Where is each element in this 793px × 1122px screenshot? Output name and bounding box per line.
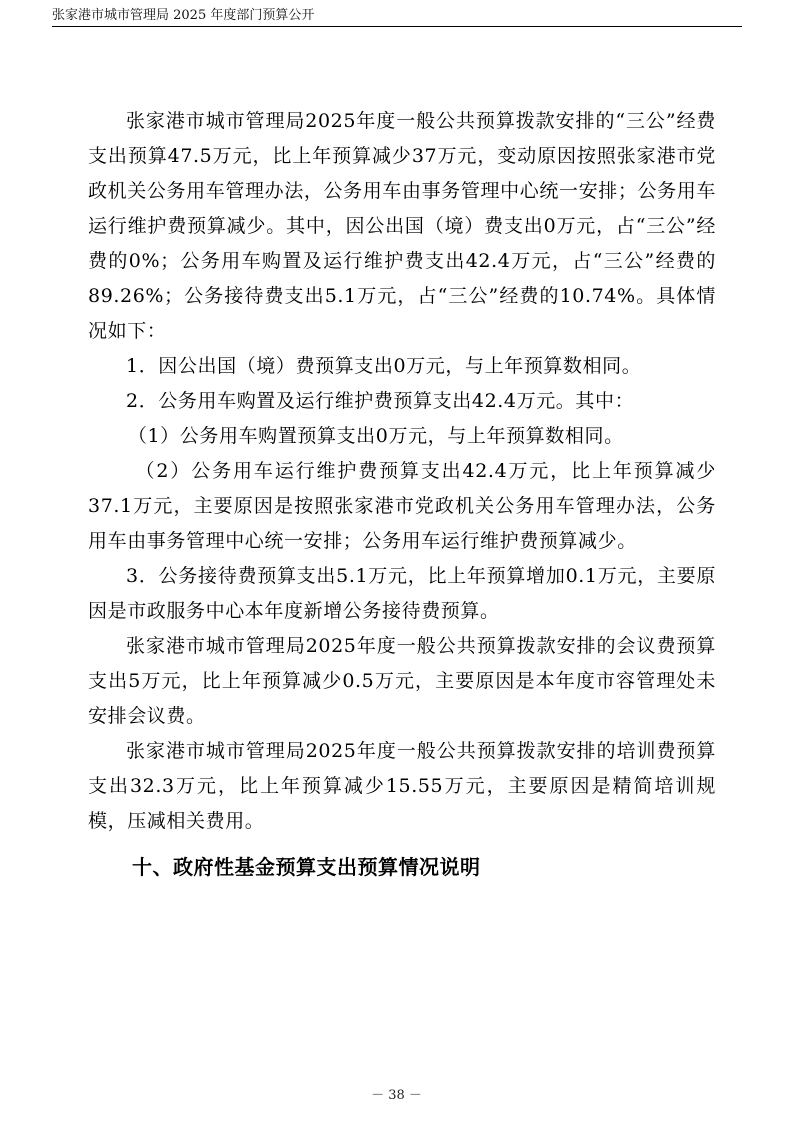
header-title: 张家港市城市管理局 2025 年度部门预算公开 [52, 8, 315, 23]
paragraph-three-public-funds: 张家港市城市管理局2025年度一般公共预算拨款安排的“三公”经费支出预算47.5万元，比上年预算减少37万元，变动原因按照张家港市党政机关公务用车管理办法，公务用车由事务管理中心统一安排；公务用车运行维护费预算减少。其中，因公出国（境）费支出0万元，占“三公”经费的0%；公务用车购置及运行维护费支出42.4万元，占“三公”经费的89.26%；公务接待费支出5.1万元，占“三公”经费的10.74%。具体情况如下： [88, 110, 716, 342]
page-number: － 38 － [371, 1088, 422, 1103]
paragraph-item-2: 2．公务用车购置及运行维护费预算支出42.4万元。其中： [126, 390, 635, 412]
paragraph-meeting-fees: 张家港市城市管理局2025年度一般公共预算拨款安排的会议费预算支出5万元，比上年预算减少0.5万元，主要原因是本年度市容管理处未安排会议费。 [88, 635, 716, 727]
paragraph-item-3: 3．公务接待费预算支出5.1万元，比上年预算增加0.1万元，主要原因是市政服务中心本年度新增公务接待费预算。 [88, 565, 716, 622]
section-heading: 十、政府性基金预算支出预算情况说明 [132, 855, 481, 879]
document-body [88, 104, 716, 885]
paragraph-item-1: 1．因公出国（境）费预算支出0万元，与上年预算数相同。 [126, 355, 642, 377]
paragraph-item-2-2: （2）公务用车运行维护费预算支出42.4万元，比上年预算减少37.1万元，主要原因是按照张家港市党政机关公务用车管理办法，公务用车由事务管理中心统一安排；公务用车运行维护费预算减少。 [88, 460, 716, 552]
paragraph-item-2-1: （1）公务用车购置预算支出0万元，与上年预算数相同。 [127, 425, 624, 447]
page-header [52, 6, 742, 27]
paragraph-training-fees: 张家港市城市管理局2025年度一般公共预算拨款安排的培训费预算支出32.3万元，比上年预算减少15.55万元，主要原因是精简培训规模，压减相关费用。 [88, 740, 716, 832]
